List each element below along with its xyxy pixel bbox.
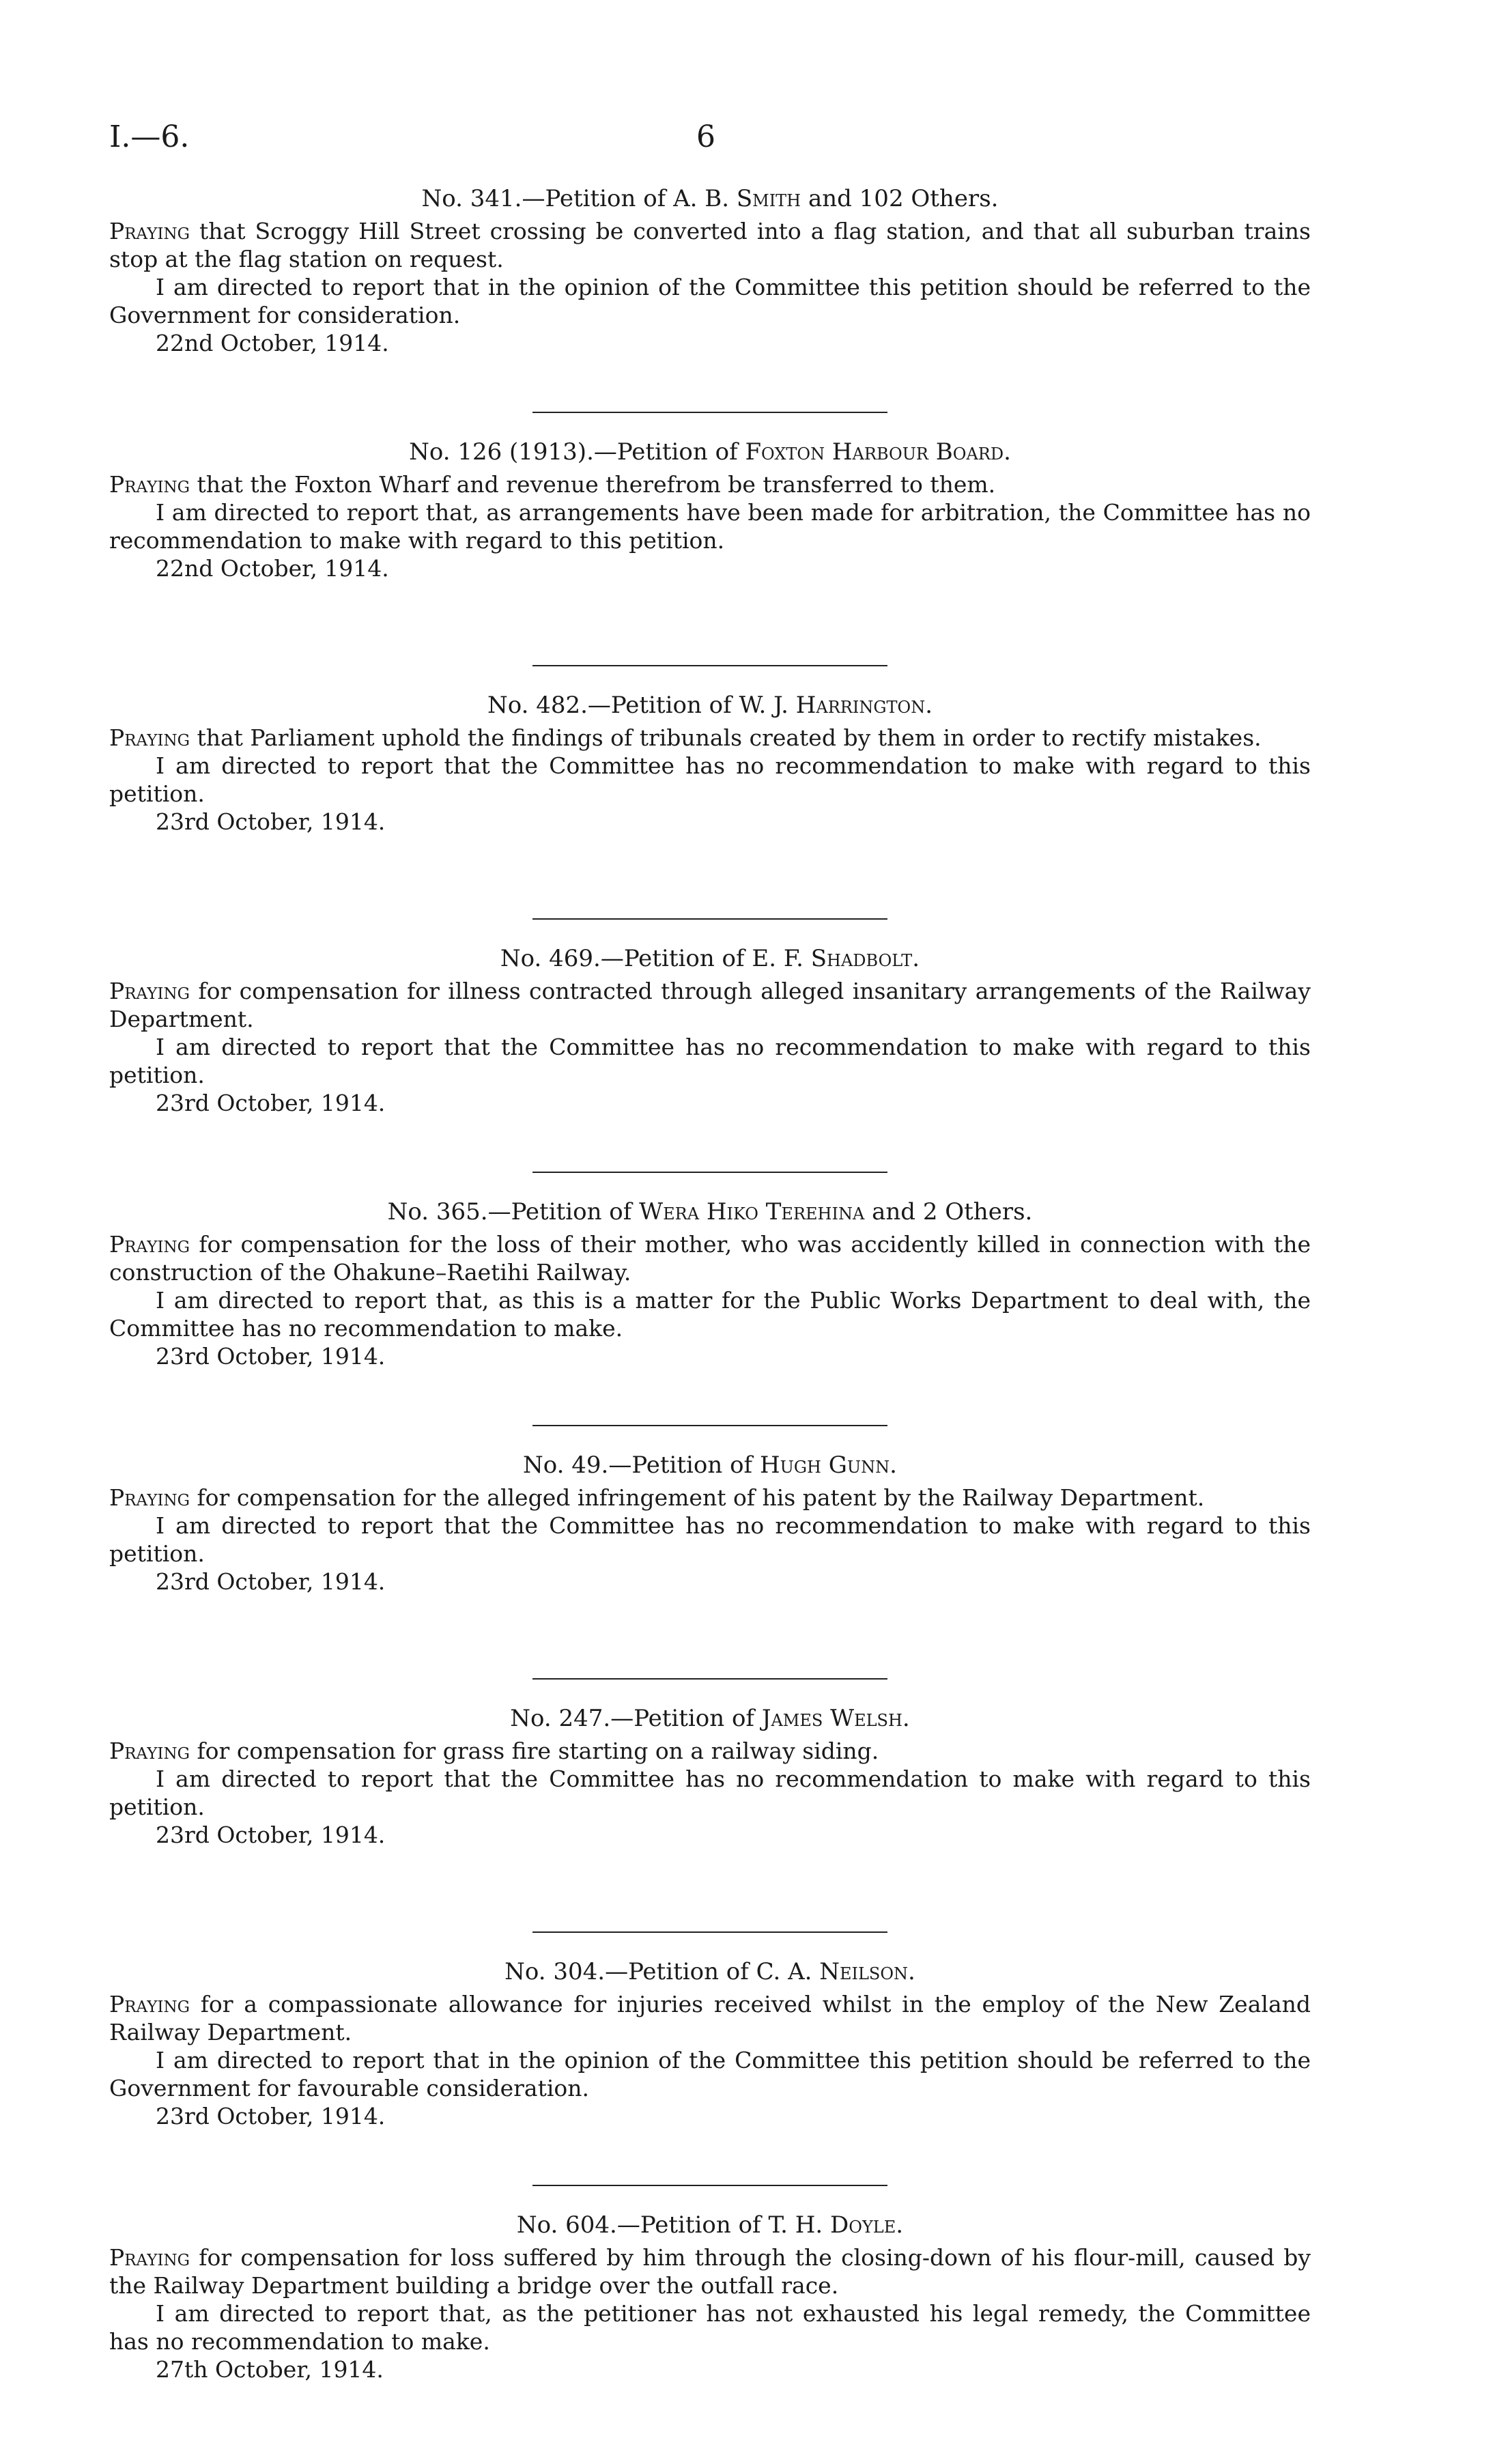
petitioner-name: A. B. Smith bbox=[673, 185, 801, 212]
praying-paragraph bbox=[109, 217, 1311, 273]
praying-text: for compensation for the alleged infringement of his patent by the Railway Department. bbox=[197, 1484, 1205, 1511]
separator-rule bbox=[532, 1425, 887, 1426]
petitioner-name: W. J. Harrington. bbox=[739, 692, 933, 719]
praying-text: for a compassionate allowance for injuries received whilst in the employ of the New Zealand Railway Department. bbox=[109, 1991, 1311, 2045]
petitioner-name: Wera Hiko Terehina bbox=[639, 1198, 865, 1226]
petition-title bbox=[109, 1704, 1311, 1733]
petition-number: No. 49.—Petition of bbox=[523, 1452, 753, 1479]
petition-entry bbox=[109, 438, 1311, 691]
praying-paragraph bbox=[109, 1990, 1311, 2046]
report-paragraph: I am directed to report that the Committee has no recommendation to make with regard to this petition. bbox=[109, 1034, 1311, 1088]
petition-title bbox=[109, 1198, 1311, 1226]
report-paragraph: I am directed to report that, as the petitioner has not exhausted his legal remedy, the Committee has no recommendation to make. bbox=[109, 2300, 1311, 2355]
praying-label: Praying bbox=[109, 1231, 190, 1258]
petition-number: No. 341.—Petition of bbox=[421, 185, 666, 212]
petition-title bbox=[109, 1957, 1311, 1986]
praying-label: Praying bbox=[109, 978, 190, 1004]
petition-entry bbox=[109, 1704, 1311, 1957]
petitioner-name: T. H. Doyle. bbox=[768, 2211, 904, 2239]
praying-label: Praying bbox=[109, 1738, 190, 1764]
petition-title bbox=[109, 1451, 1311, 1479]
report-date: 23rd October, 1914. bbox=[156, 2103, 386, 2129]
petitioner-suffix: and 102 Others. bbox=[808, 185, 999, 212]
report-paragraph: I am directed to report that the Committee has no recommendation to make with regard to this petition. bbox=[109, 1766, 1311, 1820]
petition-entry bbox=[109, 2211, 1311, 2464]
separator-rule bbox=[532, 1678, 887, 1680]
petition-number: No. 304.—Petition of bbox=[504, 1958, 749, 1985]
petition-title bbox=[109, 438, 1311, 466]
page-header bbox=[109, 119, 1311, 160]
report-date: 23rd October, 1914. bbox=[156, 808, 386, 835]
praying-label: Praying bbox=[109, 218, 190, 244]
report-date: 27th October, 1914. bbox=[156, 2356, 384, 2383]
report-date: 23rd October, 1914. bbox=[156, 1343, 386, 1370]
petition-title bbox=[109, 944, 1311, 973]
separator-rule bbox=[532, 665, 887, 666]
document-reference: I.—6. bbox=[109, 119, 190, 154]
praying-paragraph bbox=[109, 470, 1311, 498]
praying-text: for compensation for illness contracted through alleged insanitary arrangements of the Railway Department. bbox=[109, 978, 1311, 1032]
petition-number: No. 604.—Petition of bbox=[516, 2211, 761, 2239]
report-date: 23rd October, 1914. bbox=[156, 1822, 386, 1848]
separator-rule bbox=[532, 2185, 887, 2186]
praying-text: for compensation for grass fire starting on a railway siding. bbox=[197, 1738, 879, 1764]
petitioner-name: Hugh Gunn. bbox=[759, 1452, 897, 1479]
report-date: 23rd October, 1914. bbox=[156, 1090, 386, 1116]
petition-entry bbox=[109, 944, 1311, 1198]
petition-number: No. 247.—Petition of bbox=[510, 1705, 754, 1732]
report-date: 22nd October, 1914. bbox=[156, 555, 389, 582]
petition-entry bbox=[109, 1451, 1311, 1704]
report-paragraph: I am directed to report that in the opinion of the Committee this petition should be referred to the Government for consideration. bbox=[109, 274, 1311, 328]
petitioner-name: Foxton Harbour Board. bbox=[745, 438, 1011, 466]
petition-number: No. 482.—Petition of bbox=[487, 692, 732, 719]
praying-paragraph bbox=[109, 977, 1311, 1033]
petition-list bbox=[109, 184, 1311, 2464]
praying-paragraph bbox=[109, 724, 1311, 752]
praying-text: for compensation for the loss of their mother, who was accidently killed in connection with the construction of the Ohakune–Raetihi Railway. bbox=[109, 1231, 1311, 1286]
report-paragraph: I am directed to report that the Committee has no recommendation to make with regard to this petition. bbox=[109, 1512, 1311, 1567]
praying-paragraph bbox=[109, 2243, 1311, 2299]
praying-label: Praying bbox=[109, 2244, 190, 2271]
praying-paragraph bbox=[109, 1484, 1311, 1512]
petition-number: No. 365.—Petition of bbox=[387, 1198, 632, 1226]
praying-label: Praying bbox=[109, 1991, 190, 2017]
petition-number: No. 469.—Petition of bbox=[500, 945, 745, 972]
separator-rule bbox=[532, 1931, 887, 1933]
report-date: 23rd October, 1914. bbox=[156, 1568, 386, 1595]
petition-entry bbox=[109, 184, 1311, 438]
petition-entry bbox=[109, 1198, 1311, 1451]
petition-title bbox=[109, 184, 1311, 213]
petitioner-name: E. F. Shadbolt. bbox=[752, 945, 920, 972]
page-number: 6 bbox=[696, 119, 715, 154]
petition-entry bbox=[109, 691, 1311, 944]
praying-paragraph bbox=[109, 1737, 1311, 1765]
report-date: 22nd October, 1914. bbox=[156, 330, 389, 356]
petition-title bbox=[109, 691, 1311, 720]
petitioner-name: C. A. Neilson. bbox=[756, 1958, 915, 1985]
report-paragraph: I am directed to report that in the opinion of the Committee this petition should be referred to the Government for favourable consideration. bbox=[109, 2047, 1311, 2101]
praying-label: Praying bbox=[109, 471, 190, 498]
report-paragraph: I am directed to report that, as this is a matter for the Public Works Department to deal with, the Committee has no recommendation to make. bbox=[109, 1287, 1311, 1342]
praying-label: Praying bbox=[109, 1484, 190, 1511]
separator-rule bbox=[532, 1172, 887, 1173]
petitioner-suffix: and 2 Others. bbox=[872, 1198, 1033, 1226]
report-paragraph: I am directed to report that the Committee has no recommendation to make with regard to this petition. bbox=[109, 752, 1311, 807]
praying-label: Praying bbox=[109, 724, 190, 751]
petition-number: No. 126 (1913).—Petition of bbox=[409, 438, 738, 466]
report-paragraph: I am directed to report that, as arrangements have been made for arbitration, the Committee has no recommendation to make with regard to this petition. bbox=[109, 499, 1311, 554]
praying-text: for compensation for loss suffered by him through the closing-down of his flour-mill, caused by the Railway Department building a bridge over the outfall race. bbox=[109, 2244, 1311, 2299]
praying-text: that Parliament uphold the findings of tribunals created by them in order to rectify mistakes. bbox=[197, 724, 1262, 751]
petition-entry bbox=[109, 1957, 1311, 2211]
petition-title bbox=[109, 2211, 1311, 2239]
petitioner-name: James Welsh. bbox=[761, 1705, 910, 1732]
praying-text: that the Foxton Wharf and revenue therefrom be transferred to them. bbox=[197, 471, 996, 498]
separator-rule bbox=[532, 412, 887, 413]
separator-rule bbox=[532, 918, 887, 920]
praying-paragraph bbox=[109, 1230, 1311, 1286]
praying-text: that Scroggy Hill Street crossing be converted into a flag station, and that all suburban trains stop at the flag station on request. bbox=[109, 218, 1311, 272]
